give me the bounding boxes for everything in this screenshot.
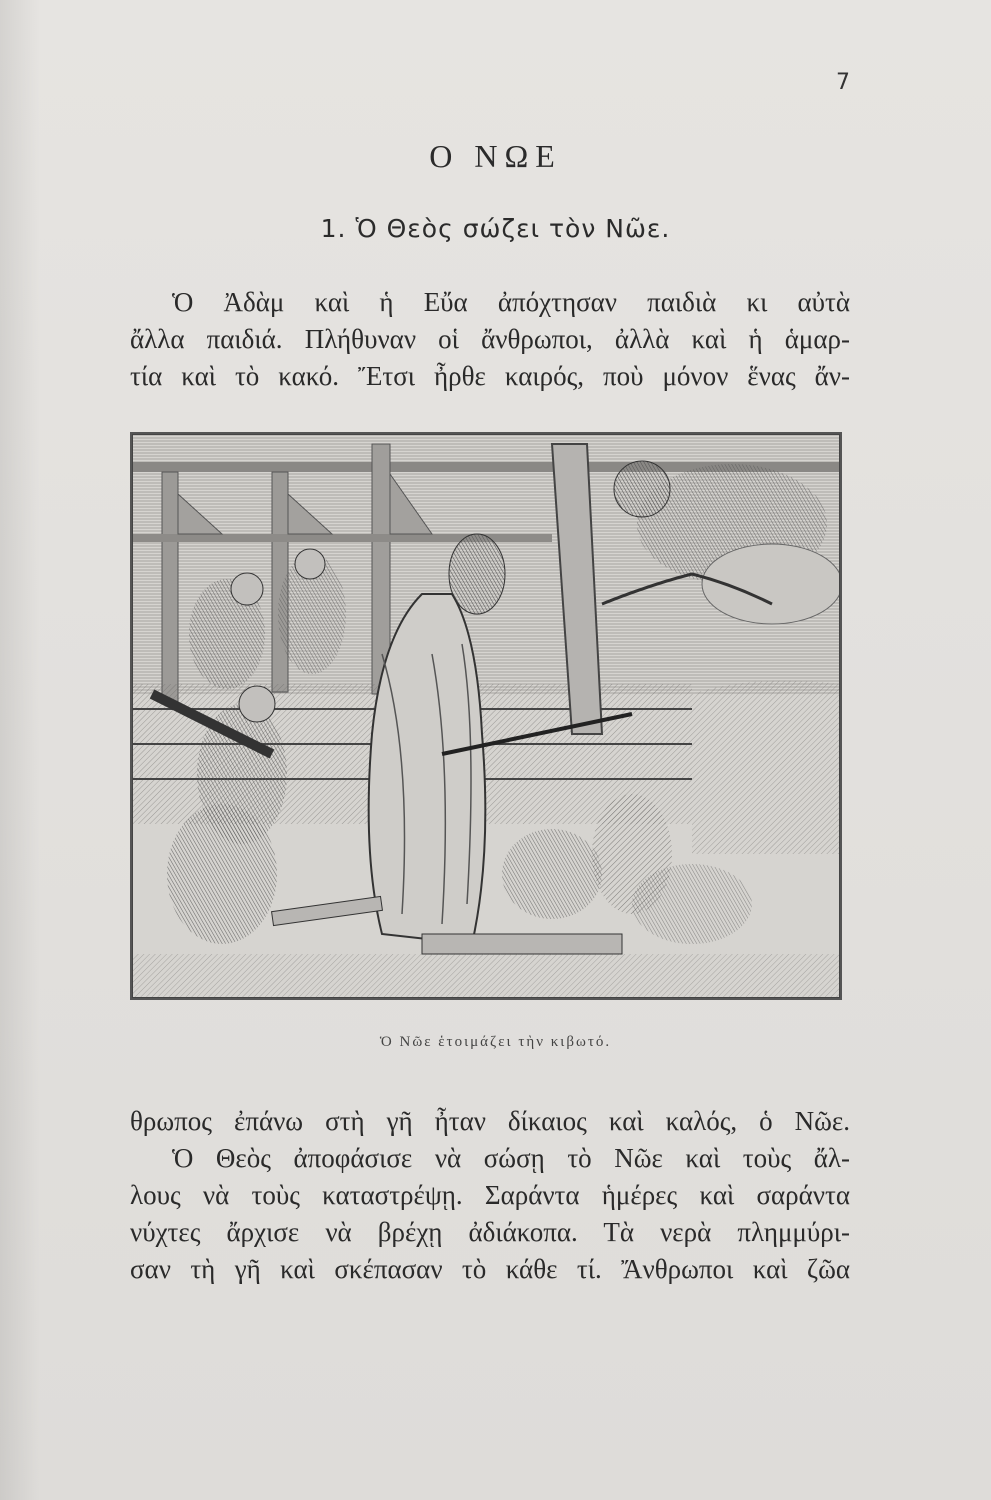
section-heading: 1. Ὁ Θεὸς σώζει τὸν Νῶε. — [320, 214, 671, 243]
text-line: Ὁ Ἀδὰμ καὶ ἡ Εὔα ἀπόχτησαν παιδιὰ κι αὐτὰ — [172, 287, 850, 317]
noah-building-ark-engraving — [132, 434, 840, 998]
text-line: σαν τὴ γῆ καὶ σκέπασαν τὸ κάθε τί. Ἄνθρωποι καὶ ζῶα — [130, 1254, 850, 1284]
chapter-title: Ο ΝΩΕ — [429, 138, 562, 174]
text-line: λους νὰ τοὺς καταστρέψῃ. Σαράντα ἡμέρες καὶ σαράντα — [130, 1180, 850, 1210]
text-line: Ὁ Θεὸς ἀποφάσισε νὰ σώσῃ τὸ Νῶε καὶ τοὺς ἄλ- — [172, 1143, 850, 1173]
page-number: 7 — [836, 70, 850, 95]
text-line: τία καὶ τὸ κακό. Ἔτσι ἦρθε καιρός, ποὺ μόνον ἕνας ἄν- — [130, 361, 850, 391]
text-line: ἄλλα παιδιά. Πλήθυναν οἱ ἄνθρωποι, ἀλλὰ καὶ ἡ ἁμαρ- — [130, 324, 850, 354]
text-line: θρωπος ἐπάνω στὴ γῆ ἦταν δίκαιος καὶ καλός, ὁ Νῶε. — [130, 1106, 850, 1136]
paragraph-bottom — [130, 1103, 850, 1288]
text-line: νύχτες ἄρχισε νὰ βρέχῃ ἀδιάκοπα. Τὰ νερὰ πλημμύρι- — [130, 1217, 850, 1247]
figure-caption: Ὁ Νῶε ἑτοιμάζει τὴν κιβωτό. — [379, 1034, 612, 1050]
engraving-illustration — [130, 432, 842, 1000]
paragraph-top — [130, 284, 850, 395]
